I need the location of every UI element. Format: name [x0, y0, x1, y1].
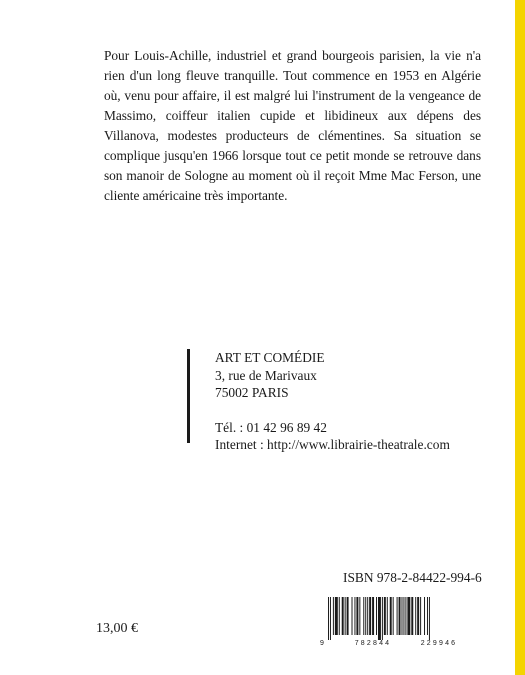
publisher-phone: Tél. : 01 42 96 89 42 [215, 419, 327, 435]
barcode-bar [345, 597, 346, 635]
publisher-info [215, 349, 450, 454]
barcode-bar [363, 597, 364, 635]
barcode-bar [415, 597, 416, 635]
barcode-digit-prefix: 9 [320, 640, 324, 647]
barcode-bar [399, 597, 401, 635]
barcode-digits-left: 782844 [354, 640, 392, 647]
barcode-bar [356, 597, 358, 635]
barcode-bar [382, 597, 383, 640]
barcode-bar [384, 597, 386, 635]
barcode-bar [359, 597, 360, 635]
barcode-bar [330, 597, 331, 640]
barcode-bar [339, 597, 340, 635]
barcode-bar [328, 597, 329, 640]
barcode-bar [372, 597, 374, 635]
barcode-bar [342, 597, 344, 635]
barcode-bar [352, 597, 353, 635]
barcode-bar [424, 597, 425, 635]
barcode-bar [403, 597, 404, 635]
barcode-image [318, 596, 478, 648]
barcode-bar [390, 597, 392, 635]
barcode-bar [335, 597, 338, 635]
isbn-number: ISBN 978-2-84422-994-6 [343, 570, 482, 585]
barcode-bar [411, 597, 413, 635]
barcode-bar [405, 597, 406, 635]
barcode-bar [354, 597, 355, 635]
barcode-bar [367, 597, 368, 635]
barcode-bar [429, 597, 430, 640]
barcode-bar [393, 597, 394, 635]
barcode-bar [369, 597, 371, 635]
publisher-street: 3, rue de Marivaux [215, 367, 317, 383]
barcode-bar [420, 597, 421, 635]
yellow-edge-strip [515, 0, 525, 675]
publisher-divider-bar [187, 349, 190, 443]
barcode-bar [333, 597, 334, 635]
barcode-bar [402, 597, 403, 635]
publisher-website: Internet : http://www.librairie-theatrale.com [215, 437, 450, 452]
barcode-bar [378, 597, 381, 640]
barcode-bar [397, 597, 398, 635]
publisher-city: 75002 PARIS [215, 385, 289, 400]
barcode-bar [365, 597, 366, 635]
barcode-bar [387, 597, 388, 635]
price-label: 13,00 € [96, 621, 138, 636]
barcode-bar [347, 597, 349, 635]
barcode-bar [407, 597, 410, 635]
back-cover-summary: Pour Louis-Achille, industriel et grand bourgeois parisien, la vie n'a rien d'un long fleuve tranquille. Tout commence en 1953 en Algérie où, venu pour affaire, il est malgré lui l'instrument de la vengeance de Massimo, coiffeur italien cupide et libidineux aux dépens des Villanova, modestes producteurs de clémentines. Sa situation se complique jusqu'en 1966 lorsque tout ce petit monde se retrouve dans son manoir de Sologne au moment où il reçoit Mme Mac Ferson, une cliente américaine très importante. [104, 48, 481, 203]
barcode-digits-right: 229946 [420, 640, 458, 647]
barcode-bar [427, 597, 428, 635]
barcode-bar [417, 597, 419, 635]
publisher-name: ART ET COMÉDIE [215, 350, 325, 365]
barcode-bar [376, 597, 377, 635]
